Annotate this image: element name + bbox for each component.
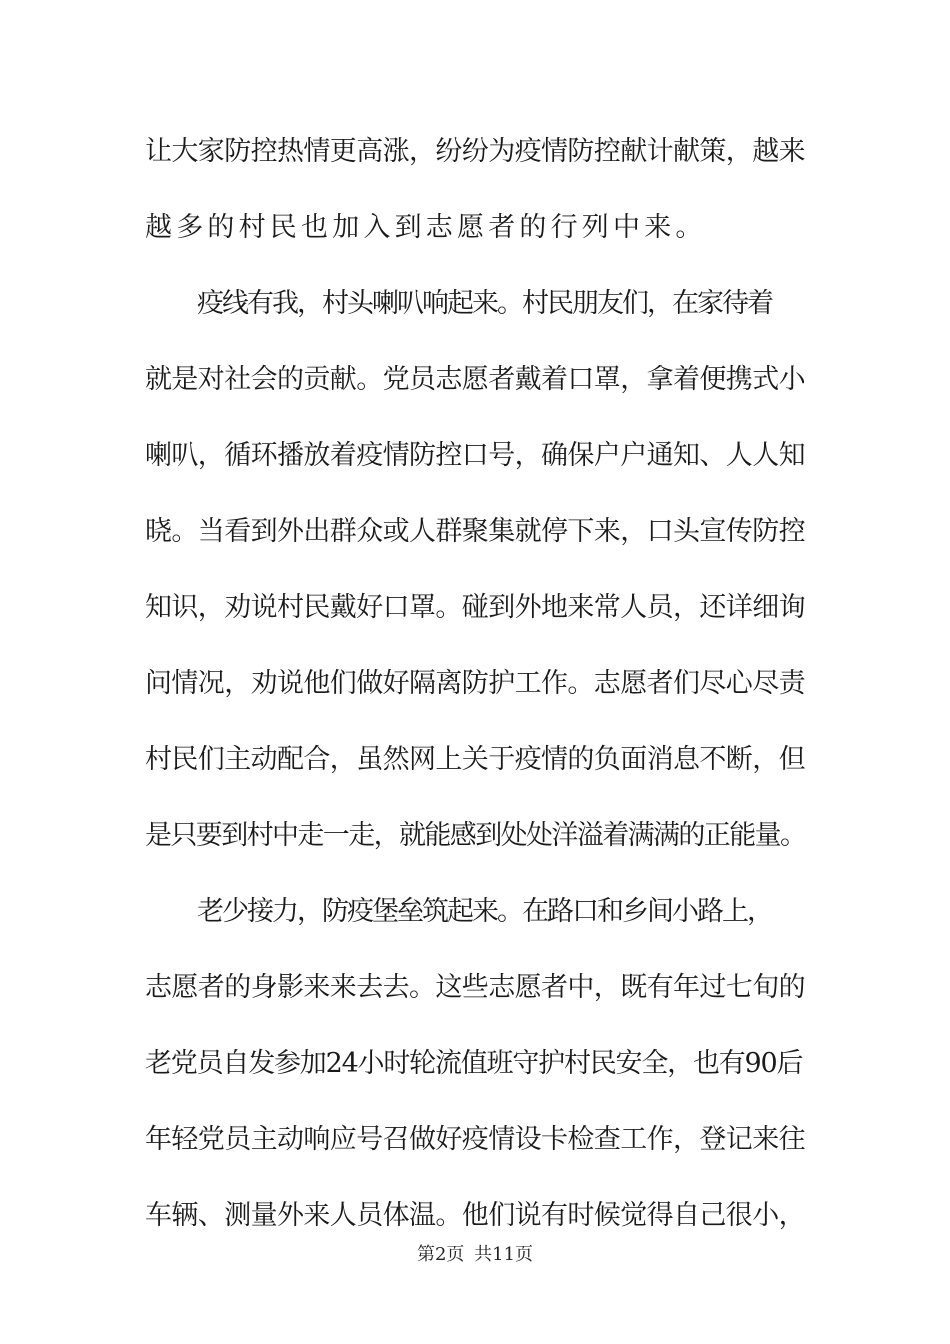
text-line: 让大家防控热情更高涨，纷纷为疫情防控献计献策，越来 [145, 136, 805, 167]
page-footer [0, 1243, 950, 1267]
paragraph-start-line: 老少接力，防疫堡垒筑起来。在路口和乡间小路上， [197, 896, 772, 927]
text-line: 志愿者的身影来来去去。这些志愿者中，既有年过七旬的 [145, 972, 805, 1003]
paragraph-start-line: 疫线有我，村头喇叭响起来。村民朋友们，在家待着 [197, 288, 772, 319]
text-line: 老党员自发参加24小时轮流值班守护村民安全，也有90后 [145, 1048, 803, 1079]
text-line: 越多的村民也加入到志愿者的行列中来。 [145, 212, 707, 243]
page-number: 第2页 [416, 1244, 465, 1265]
text-line: 是只要到村中走一走，就能感到处处洋溢着满满的正能量。 [145, 820, 806, 851]
text-line: 车辆、测量外来人员体温。他们说有时候觉得自己很小， [145, 1200, 805, 1231]
text-line: 问情况，劝说他们做好隔离防护工作。志愿者们尽心尽责 [145, 668, 805, 699]
page-total: 共11页 [474, 1244, 534, 1265]
text-line: 年轻党员主动响应号召做好疫情设卡检查工作，登记来往 [145, 1124, 805, 1155]
text-line: 知识，劝说村民戴好口罩。碰到外地来常人员，还详细询 [145, 592, 805, 623]
text-line: 村民们主动配合，虽然网上关于疫情的负面消息不断，但 [145, 744, 805, 775]
text-line: 晓。当看到外出群众或人群聚集就停下来，口头宣传防控 [145, 516, 805, 547]
text-line: 就是对社会的贡献。党员志愿者戴着口罩，拿着便携式小 [145, 364, 805, 395]
text-line: 喇叭，循环播放着疫情防控口号，确保户户通知、人人知 [145, 440, 805, 471]
